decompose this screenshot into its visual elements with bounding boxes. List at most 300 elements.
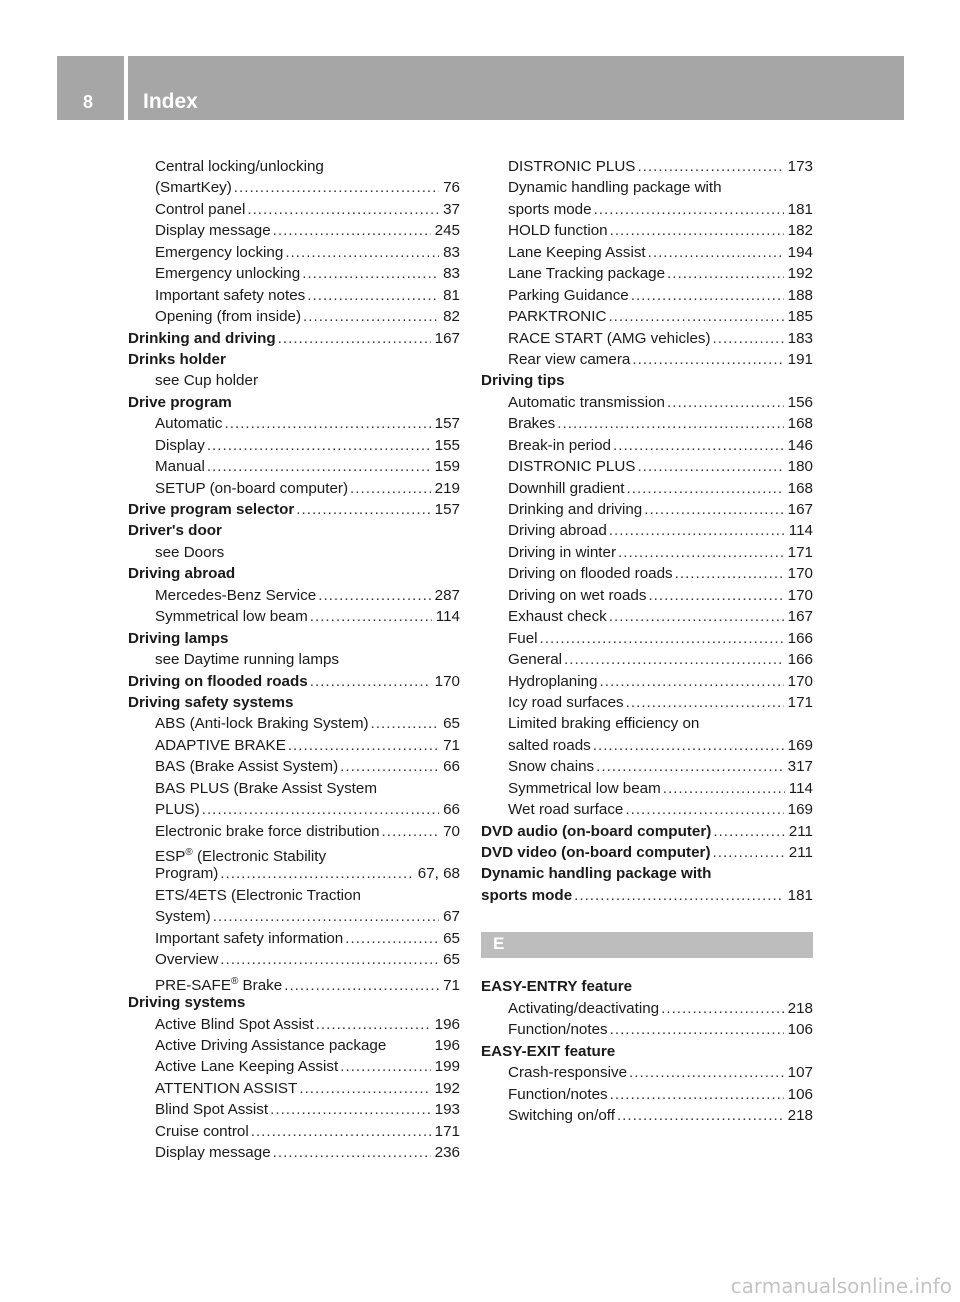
dot-leader <box>644 499 783 520</box>
page-ref: 168 <box>787 415 813 433</box>
index-subentry <box>128 585 460 606</box>
entry-text: Driver's door <box>128 522 222 540</box>
entry-text: Drive program selector <box>128 501 295 518</box>
entry-text: Exhaust check <box>508 608 607 626</box>
entry-text: sports mode <box>481 886 573 904</box>
dot-leader <box>663 778 785 799</box>
entry-text: sports mode <box>508 200 592 218</box>
entry-text: Function/notes <box>508 1021 608 1039</box>
entry-text: ABS (Anti-lock Braking System) <box>155 715 369 733</box>
index-subentry <box>128 177 460 198</box>
index-entry <box>481 842 813 863</box>
index-entry <box>128 692 460 713</box>
index-subentry <box>481 1019 813 1040</box>
entry-text: Important safety notes <box>155 286 306 304</box>
entry-text: Drinks holder <box>128 350 226 368</box>
entry-text: Crash-responsive <box>508 1064 628 1082</box>
page-ref: 166 <box>787 629 813 647</box>
dot-leader <box>382 821 440 842</box>
entry-text: DISTRONIC PLUS <box>508 458 636 476</box>
page-ref: 66 <box>443 801 460 819</box>
index-subentry <box>128 1099 460 1120</box>
entry-text: Lane Keeping Assist <box>508 243 646 261</box>
index-subentry <box>128 1035 460 1056</box>
index-subentry <box>481 392 813 413</box>
page-ref: 156 <box>787 393 813 411</box>
dot-leader <box>618 542 784 563</box>
page-ref: 211 <box>788 844 813 861</box>
page-ref: 83 <box>443 243 460 261</box>
page-ref: 188 <box>787 286 813 304</box>
page-ref: 199 <box>434 1058 460 1076</box>
entry-text: Lane Tracking package <box>508 265 666 283</box>
page-ref: 167 <box>787 501 813 518</box>
index-subentry <box>128 456 460 477</box>
index-subentry <box>128 478 460 499</box>
index-subentry <box>481 328 813 349</box>
index-subentry <box>128 1142 460 1163</box>
index-subentry <box>128 606 460 627</box>
page-ref: 71 <box>443 736 460 754</box>
dot-leader <box>350 478 431 499</box>
entry-text: Blind Spot Assist <box>155 1101 269 1119</box>
page-ref: 218 <box>787 999 813 1017</box>
page-ref: 168 <box>787 479 813 497</box>
index-subentry <box>481 649 813 670</box>
dot-leader <box>225 413 431 434</box>
entry-text: Driving on flooded roads <box>508 565 673 583</box>
index-subentry <box>481 478 813 499</box>
page-ref: 65 <box>443 715 460 733</box>
page-ref: 192 <box>434 1079 460 1097</box>
dot-leader <box>574 885 784 906</box>
dot-leader <box>564 649 784 670</box>
page-ref: 167 <box>787 608 813 626</box>
entry-text: Emergency locking <box>155 243 284 261</box>
page-ref: 196 <box>434 1036 460 1054</box>
index-entry <box>128 671 460 692</box>
entry-text: RACE START (AMG vehicles) <box>508 329 711 347</box>
entry-text: PLUS) <box>155 801 200 819</box>
index-subentry <box>128 649 460 670</box>
index-subentry <box>128 242 460 263</box>
dot-leader <box>596 756 784 777</box>
page-ref: 114 <box>435 608 460 626</box>
dot-leader <box>610 1019 784 1040</box>
page-ref: 185 <box>787 308 813 326</box>
entry-text: Snow chains <box>508 758 595 776</box>
entry-text: SETUP (on-board computer) <box>155 479 349 497</box>
dot-leader <box>285 242 439 263</box>
header-separator <box>124 56 128 120</box>
page-ref: 155 <box>434 436 460 454</box>
page-ref: 67, 68 <box>417 865 460 883</box>
page-ref: 83 <box>443 265 460 283</box>
dot-leader <box>278 328 431 349</box>
dot-leader <box>299 1078 430 1099</box>
index-subentry <box>128 1121 460 1142</box>
entry-text: salted roads <box>508 736 591 754</box>
index-subentry <box>128 799 460 820</box>
entry-text: Icy road surfaces <box>508 693 624 711</box>
index-subentry <box>481 177 813 198</box>
entry-text: Limited braking efficiency on <box>508 715 700 733</box>
page-ref: 157 <box>434 415 460 433</box>
entry-text: Central locking/unlocking <box>155 158 324 175</box>
dot-leader <box>625 799 783 820</box>
page-ref: 167 <box>434 329 460 347</box>
page-ref: 159 <box>434 458 460 476</box>
index-entry <box>128 628 460 649</box>
entry-text: Hydroplaning <box>508 672 598 690</box>
entry-text: DVD video (on-board computer) <box>481 844 711 861</box>
dot-leader <box>713 821 784 842</box>
index-subentry <box>481 242 813 263</box>
index-subentry <box>128 1014 460 1035</box>
dot-leader <box>340 756 439 777</box>
index-subentry <box>481 606 813 627</box>
entry-text: Fuel <box>508 629 538 647</box>
index-entry <box>481 976 813 997</box>
page-ref: 191 <box>787 350 813 368</box>
dot-leader <box>713 328 784 349</box>
entry-text: ETS/4ETS (Electronic Traction <box>155 886 361 904</box>
dot-leader <box>713 842 785 863</box>
index-entry <box>128 328 460 349</box>
dot-leader <box>609 606 784 627</box>
index-entry <box>481 821 813 842</box>
entry-text: Brakes <box>508 415 556 433</box>
entry-text: Driving in winter <box>508 543 617 561</box>
entry-text: Dynamic handling package with <box>481 865 712 883</box>
entry-text: see Cup holder <box>155 372 259 390</box>
entry-text: System) <box>155 908 211 926</box>
index-entry <box>481 1041 813 1062</box>
index-subentry <box>128 199 460 220</box>
index-subentry <box>481 263 813 284</box>
dot-leader <box>316 1014 431 1035</box>
page-ref: 171 <box>434 1122 460 1140</box>
entry-text: General <box>508 651 563 669</box>
index-subentry <box>481 628 813 649</box>
dot-leader <box>213 906 439 927</box>
dot-leader <box>637 456 783 477</box>
index-subentry <box>481 306 813 327</box>
dot-leader <box>632 349 783 370</box>
entry-text: Drinking and driving <box>508 501 643 518</box>
entry-text: Program) <box>155 865 219 883</box>
dot-leader <box>310 606 432 627</box>
entry-text: Driving tips <box>481 372 565 390</box>
index-subentry <box>128 542 460 563</box>
page-ref: 183 <box>787 329 813 347</box>
index-subentry <box>481 1062 813 1083</box>
dot-leader <box>270 1099 431 1120</box>
dot-leader <box>251 1121 431 1142</box>
page-ref: 317 <box>787 758 813 776</box>
dot-leader <box>661 998 784 1019</box>
page-ref: 106 <box>787 1021 813 1039</box>
index-subentry <box>128 1078 460 1099</box>
page-ref: 173 <box>787 158 813 175</box>
entry-text: Important safety information <box>155 929 344 947</box>
dot-leader <box>667 263 784 284</box>
index-subentry <box>128 285 460 306</box>
dot-leader <box>284 975 439 996</box>
index-entry <box>128 392 460 413</box>
entry-text: Automatic transmission <box>508 393 665 411</box>
page-ref: 196 <box>434 1015 460 1033</box>
dot-leader <box>613 435 784 456</box>
entry-text: ATTENTION ASSIST <box>155 1079 298 1097</box>
index-subentry <box>128 928 460 949</box>
entry-text: see Daytime running lamps <box>155 651 340 669</box>
index-subentry <box>481 349 813 370</box>
page-ref: 107 <box>787 1064 813 1082</box>
dot-leader <box>610 220 784 241</box>
index-subentry <box>481 585 813 606</box>
index-column-right <box>481 156 813 1126</box>
page-ref: 171 <box>787 543 813 561</box>
entry-text: Opening (from inside) <box>155 308 302 326</box>
dot-leader <box>608 306 783 327</box>
entry-text: Driving abroad <box>508 522 607 540</box>
dot-leader <box>288 735 439 756</box>
entry-text: Wet road surface <box>508 801 624 819</box>
entry-text: Active Blind Spot Assist <box>155 1015 314 1033</box>
entry-text: DVD audio (on-board computer) <box>481 822 712 840</box>
page-ref: 65 <box>443 929 460 947</box>
dot-leader <box>629 1062 784 1083</box>
index-entry <box>481 885 813 906</box>
dot-leader <box>345 928 439 949</box>
page-ref: 236 <box>434 1144 460 1162</box>
entry-text: ESP® (Electronic Stability <box>155 847 327 866</box>
index-subentry <box>128 735 460 756</box>
dot-leader <box>648 585 783 606</box>
page-ref: 71 <box>443 976 460 994</box>
index-subentry <box>128 413 460 434</box>
index-subentry <box>481 199 813 220</box>
entry-text: PRE-SAFE® Brake <box>155 975 283 994</box>
page-ref: 171 <box>787 693 813 711</box>
index-subentry <box>128 842 460 866</box>
index-subentry <box>481 735 813 756</box>
entry-text: Display <box>155 436 205 454</box>
entry-text: ADAPTIVE BRAKE <box>155 736 286 754</box>
entry-text: Driving on wet roads <box>508 586 647 604</box>
entry-text: PARKTRONIC <box>508 308 607 326</box>
entry-text: Parking Guidance <box>508 286 629 304</box>
entry-text: (SmartKey) <box>155 179 232 197</box>
entry-text: Symmetrical low beam <box>508 779 661 797</box>
dot-leader <box>340 1056 430 1077</box>
page-ref: 114 <box>788 779 813 797</box>
entry-text: Manual <box>155 458 205 476</box>
page-ref: 245 <box>434 222 460 240</box>
entry-text: Emergency unlocking <box>155 265 301 283</box>
entry-text: EASY-ENTRY feature <box>481 978 633 996</box>
page-ref: 287 <box>434 586 460 604</box>
entry-text: EASY-EXIT feature <box>481 1042 616 1060</box>
entry-text: Downhill gradient <box>508 479 625 497</box>
entry-text: Control panel <box>155 200 246 218</box>
page-ref: 170 <box>434 672 460 690</box>
page-ref: 66 <box>443 758 460 776</box>
dot-leader <box>296 499 430 520</box>
index-entry <box>481 863 813 884</box>
index-subentry <box>128 1056 460 1077</box>
index-subentry <box>481 998 813 1019</box>
dot-leader <box>302 263 439 284</box>
entry-text: Driving safety systems <box>128 693 294 711</box>
page-ref: 169 <box>787 801 813 819</box>
page-ref: 170 <box>787 586 813 604</box>
index-subentry <box>481 156 813 177</box>
index-subentry <box>481 1084 813 1105</box>
index-subentry <box>481 542 813 563</box>
index-subentry <box>128 220 460 241</box>
entry-text: Display message <box>155 222 271 240</box>
page-ref: 192 <box>787 265 813 283</box>
page-ref: 170 <box>787 565 813 583</box>
dot-leader <box>675 563 784 584</box>
page-ref: 67 <box>443 908 460 926</box>
index-subentry <box>128 263 460 284</box>
index-column-left <box>128 156 460 1164</box>
index-subentry <box>128 863 460 884</box>
page-ref: 169 <box>787 736 813 754</box>
index-subentry <box>128 370 460 391</box>
entry-text: DISTRONIC PLUS <box>508 158 636 175</box>
page-header <box>57 56 904 120</box>
section-letter: E <box>493 934 505 954</box>
index-subentry <box>128 156 460 177</box>
index-entry <box>481 370 813 391</box>
index-subentry <box>481 713 813 734</box>
dot-leader <box>617 1105 784 1126</box>
dot-leader <box>609 520 785 541</box>
index-subentry <box>481 1105 813 1126</box>
index-subentry <box>481 435 813 456</box>
page-ref: 170 <box>787 672 813 690</box>
footer-watermark: carmanualsonline.info <box>730 1274 952 1298</box>
dot-leader <box>626 692 784 713</box>
dot-leader <box>303 306 439 327</box>
dot-leader <box>247 199 439 220</box>
index-subentry <box>481 778 813 799</box>
entry-text: Overview <box>155 951 219 969</box>
index-subentry <box>481 799 813 820</box>
page-ref: 81 <box>443 286 460 304</box>
dot-leader <box>220 863 413 884</box>
dot-leader <box>627 478 784 499</box>
page-ref: 37 <box>443 200 460 218</box>
index-subentry <box>481 756 813 777</box>
entry-text: Active Lane Keeping Assist <box>155 1058 339 1076</box>
entry-text: Display message <box>155 1144 271 1162</box>
dot-leader <box>648 242 784 263</box>
entry-text: Rear view camera <box>508 350 631 368</box>
index-subentry <box>128 821 460 842</box>
index-entry <box>128 499 460 520</box>
dot-leader <box>318 585 430 606</box>
entry-text: BAS (Brake Assist System) <box>155 758 339 776</box>
entry-text: Symmetrical low beam <box>155 608 308 626</box>
index-subentry <box>481 671 813 692</box>
section-header-e <box>481 932 813 958</box>
index-subentry <box>481 499 813 520</box>
index-entry <box>128 563 460 584</box>
index-subentry <box>128 756 460 777</box>
index-subentry <box>481 413 813 434</box>
dot-leader <box>540 628 784 649</box>
dot-leader <box>207 435 431 456</box>
entry-text: BAS PLUS (Brake Assist System <box>155 779 377 797</box>
index-subentry <box>128 949 460 970</box>
entry-text: Mercedes-Benz Service <box>155 586 317 604</box>
index-subentry <box>481 520 813 541</box>
page-ref: 106 <box>787 1085 813 1103</box>
page-ref: 166 <box>787 651 813 669</box>
dot-leader <box>557 413 783 434</box>
index-subentry <box>481 220 813 241</box>
entry-text: HOLD function <box>508 222 608 240</box>
entry-text: Active Driving Assistance package <box>155 1036 387 1054</box>
page-ref: 82 <box>443 308 460 326</box>
dot-leader <box>667 392 784 413</box>
entry-text: Electronic brake force distribution <box>155 822 380 840</box>
entry-text: Driving lamps <box>128 629 229 647</box>
dot-leader <box>637 156 783 177</box>
page-ref: 70 <box>443 822 460 840</box>
index-subentry <box>128 971 460 992</box>
entry-text: Automatic <box>155 415 223 433</box>
dot-leader <box>610 1084 784 1105</box>
dot-leader <box>593 735 784 756</box>
page-ref: 146 <box>787 436 813 454</box>
entry-text: Driving on flooded roads <box>128 672 308 690</box>
entry-text: Function/notes <box>508 1085 608 1103</box>
page-ref: 193 <box>434 1101 460 1119</box>
dot-leader <box>207 456 431 477</box>
dot-leader <box>234 177 439 198</box>
dot-leader <box>202 799 439 820</box>
dot-leader <box>631 285 784 306</box>
page-ref: 211 <box>788 822 813 840</box>
dot-leader <box>594 199 784 220</box>
dot-leader <box>273 1142 431 1163</box>
page-number: 8 <box>83 92 94 112</box>
entry-text: Break-in period <box>508 436 611 454</box>
page-ref: 219 <box>434 479 460 497</box>
index-subentry <box>128 435 460 456</box>
index-subentry <box>481 563 813 584</box>
page-ref: 194 <box>787 243 813 261</box>
entry-text: Drinking and driving <box>128 329 276 347</box>
entry-text: Drive program <box>128 393 232 411</box>
page-ref: 65 <box>443 951 460 969</box>
dot-leader <box>307 285 439 306</box>
page-ref: 114 <box>788 522 813 540</box>
page-ref: 181 <box>787 886 813 904</box>
index-subentry <box>128 906 460 927</box>
entry-text: Driving abroad <box>128 565 236 583</box>
entry-text: see Doors <box>155 543 225 561</box>
index-entry <box>128 349 460 370</box>
page-ref: 76 <box>443 179 460 197</box>
dot-leader <box>310 671 431 692</box>
